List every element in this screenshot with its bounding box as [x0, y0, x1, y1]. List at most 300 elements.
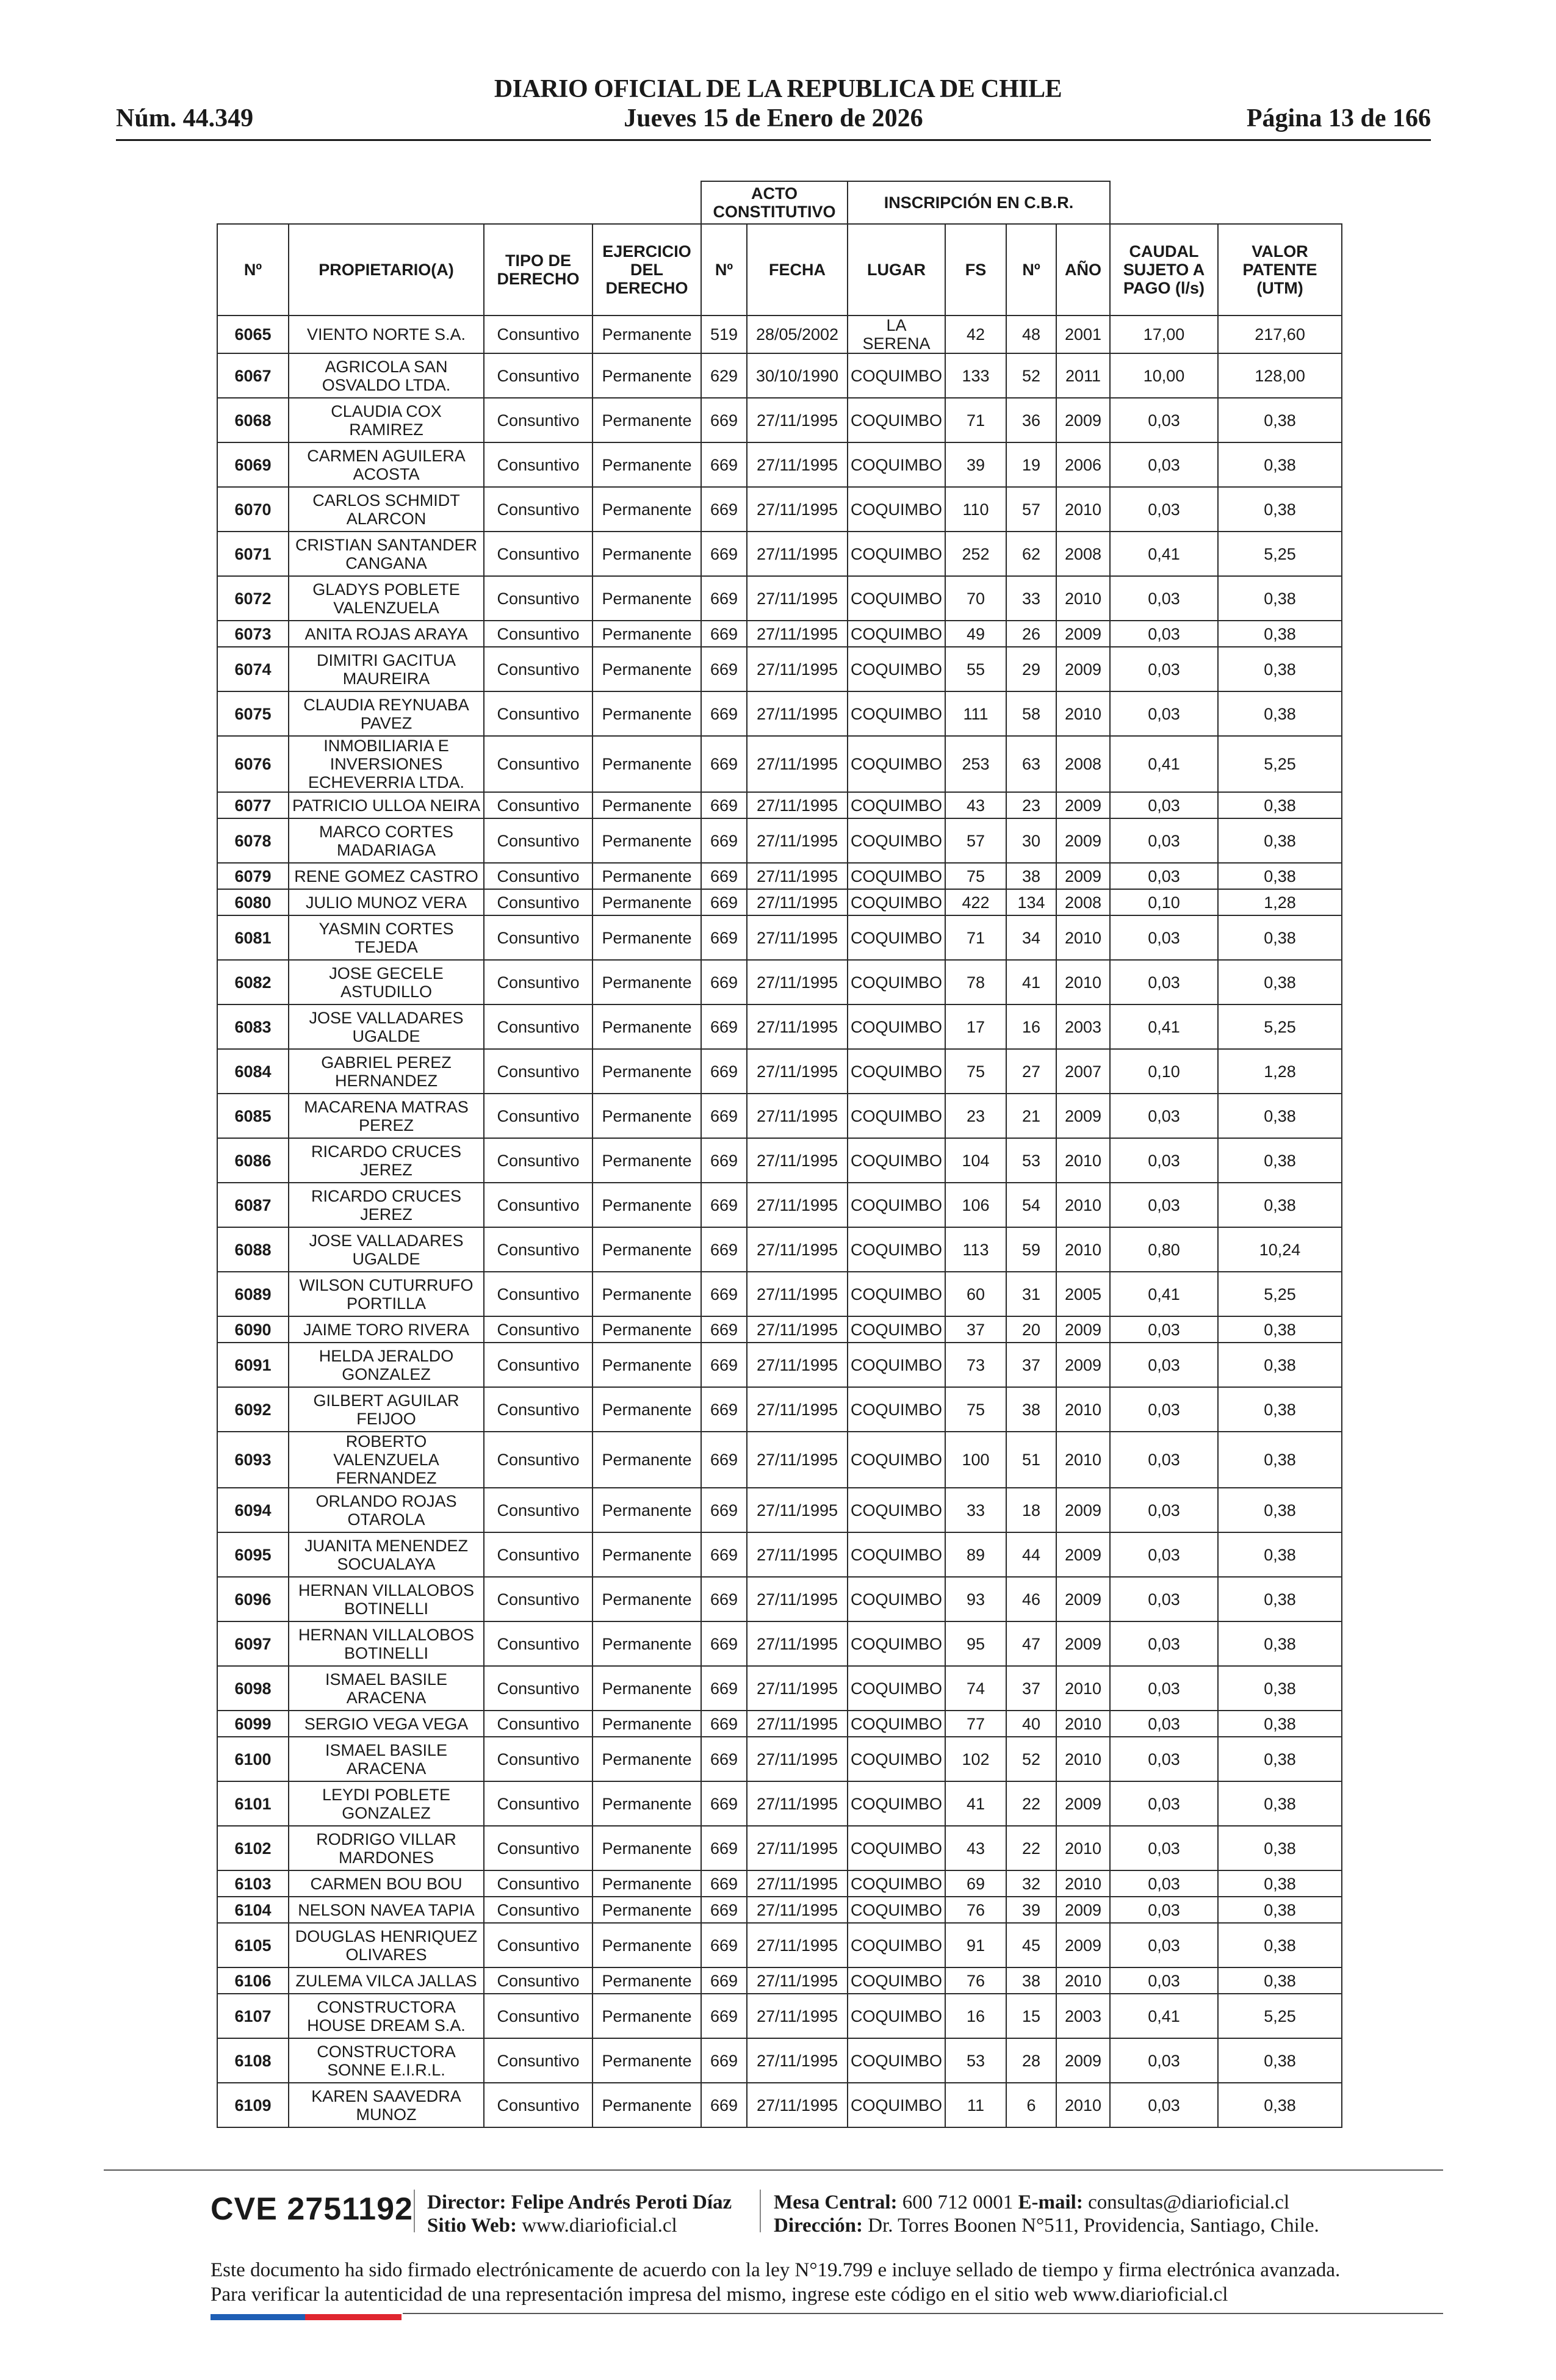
cell-ejercicio: Permanente — [593, 792, 701, 818]
cell-ejercicio: Permanente — [593, 1967, 701, 1994]
table-row — [217, 2083, 1342, 2127]
cell-no: 6086 — [217, 1138, 289, 1183]
cell-ejercicio: Permanente — [593, 1227, 701, 1272]
cell-lugar: COQUIMBO — [848, 915, 945, 960]
cell-owner: WILSON CUTURRUFO PORTILLA — [289, 1272, 484, 1316]
cell-no: 6087 — [217, 1183, 289, 1227]
cell-owner: RENE GOMEZ CASTRO — [289, 863, 484, 889]
cell-no: 6093 — [217, 1432, 289, 1488]
cell-no: 6090 — [217, 1316, 289, 1343]
cell-fecha: 27/11/1995 — [747, 1621, 848, 1666]
cell-tipo: Consuntivo — [484, 792, 593, 818]
cell-owner: ZULEMA VILCA JALLAS — [289, 1967, 484, 1994]
cell-no: 6088 — [217, 1227, 289, 1272]
cell-lugar: COQUIMBO — [848, 1826, 945, 1870]
cell-lugar: COQUIMBO — [848, 1387, 945, 1432]
cell-valor: 0,38 — [1218, 863, 1342, 889]
cell-lugar: COQUIMBO — [848, 1343, 945, 1387]
cell-owner: JOSE VALLADARES UGALDE — [289, 1004, 484, 1049]
cell-owner: CONSTRUCTORA SONNE E.I.R.L. — [289, 2038, 484, 2083]
cell-acto: 669 — [701, 1577, 747, 1621]
cell-acto: 669 — [701, 736, 747, 792]
cell-owner: RODRIGO VILLAR MARDONES — [289, 1826, 484, 1870]
cell-tipo: Consuntivo — [484, 889, 593, 915]
cell-lugar: COQUIMBO — [848, 1577, 945, 1621]
cell-fs: 43 — [945, 1826, 1006, 1870]
cell-owner: JOSE VALLADARES UGALDE — [289, 1227, 484, 1272]
cell-fs: 100 — [945, 1432, 1006, 1488]
cell-valor: 0,38 — [1218, 647, 1342, 691]
table-row — [217, 532, 1342, 576]
email-label: E-mail: — [1018, 2191, 1083, 2213]
cell-caudal: 0,03 — [1110, 1138, 1218, 1183]
cell-acto: 669 — [701, 2083, 747, 2127]
table-row — [217, 647, 1342, 691]
group-acto-constitutivo: ACTO CONSTITUTIVO — [701, 181, 848, 224]
cell-tipo: Consuntivo — [484, 1227, 593, 1272]
cell-acto: 669 — [701, 1227, 747, 1272]
cell-acto: 669 — [701, 442, 747, 487]
cell-lugar: COQUIMBO — [848, 1138, 945, 1183]
cell-caudal: 0,03 — [1110, 1094, 1218, 1138]
cell-fs: 102 — [945, 1737, 1006, 1781]
cell-ins: 19 — [1006, 442, 1056, 487]
cell-acto: 669 — [701, 1094, 747, 1138]
web-link[interactable]: www.diarioficial.cl — [522, 2215, 677, 2237]
cell-fs: 76 — [945, 1967, 1006, 1994]
cell-fs: 37 — [945, 1316, 1006, 1343]
header-column-row — [217, 224, 1342, 316]
cell-owner: CARMEN BOU BOU — [289, 1870, 484, 1897]
cell-caudal: 0,03 — [1110, 1316, 1218, 1343]
cell-caudal: 0,03 — [1110, 1923, 1218, 1967]
cell-valor: 0,38 — [1218, 1967, 1342, 1994]
cell-ejercicio: Permanente — [593, 1532, 701, 1577]
cell-ejercicio: Permanente — [593, 1923, 701, 1967]
cell-acto: 669 — [701, 1967, 747, 1994]
cell-valor: 0,38 — [1218, 398, 1342, 442]
cell-fs: 110 — [945, 487, 1006, 532]
cell-acto: 669 — [701, 398, 747, 442]
cell-ins: 16 — [1006, 1004, 1056, 1049]
cell-valor: 0,38 — [1218, 1711, 1342, 1737]
cell-owner: JULIO MUNOZ VERA — [289, 889, 484, 915]
cell-ins: 53 — [1006, 1138, 1056, 1183]
cell-anio: 2011 — [1056, 353, 1110, 398]
cell-anio: 2009 — [1056, 818, 1110, 863]
col-fecha: FECHA — [747, 224, 848, 316]
cell-ejercicio: Permanente — [593, 1577, 701, 1621]
cell-fs: 106 — [945, 1183, 1006, 1227]
cell-anio: 2008 — [1056, 532, 1110, 576]
cell-ejercicio: Permanente — [593, 1666, 701, 1711]
table-row — [217, 398, 1342, 442]
cell-lugar: COQUIMBO — [848, 1432, 945, 1488]
cell-lugar: COQUIMBO — [848, 863, 945, 889]
cell-fs: 57 — [945, 818, 1006, 863]
cell-anio: 2010 — [1056, 1183, 1110, 1227]
cell-no: 6078 — [217, 818, 289, 863]
cell-lugar: COQUIMBO — [848, 960, 945, 1004]
cell-anio: 2009 — [1056, 1343, 1110, 1387]
cell-tipo: Consuntivo — [484, 1532, 593, 1577]
cell-ins: 32 — [1006, 1870, 1056, 1897]
cell-caudal: 0,41 — [1110, 1994, 1218, 2038]
table-row — [217, 863, 1342, 889]
cell-fecha: 27/11/1995 — [747, 960, 848, 1004]
cell-no: 6106 — [217, 1967, 289, 1994]
cell-tipo: Consuntivo — [484, 1432, 593, 1488]
cell-fs: 42 — [945, 316, 1006, 353]
cell-acto: 669 — [701, 915, 747, 960]
cell-acto: 669 — [701, 532, 747, 576]
cell-tipo: Consuntivo — [484, 2038, 593, 2083]
cell-fs: 71 — [945, 915, 1006, 960]
cell-tipo: Consuntivo — [484, 442, 593, 487]
cell-anio: 2010 — [1056, 1711, 1110, 1737]
cell-fecha: 27/11/1995 — [747, 863, 848, 889]
cell-anio: 2010 — [1056, 1387, 1110, 1432]
cell-caudal: 0,03 — [1110, 915, 1218, 960]
cell-fecha: 27/11/1995 — [747, 1577, 848, 1621]
cell-ins: 23 — [1006, 792, 1056, 818]
table-row — [217, 818, 1342, 863]
cell-caudal: 0,03 — [1110, 442, 1218, 487]
cell-anio: 2010 — [1056, 1826, 1110, 1870]
cell-tipo: Consuntivo — [484, 1711, 593, 1737]
table-body — [217, 316, 1342, 2127]
cell-fs: 252 — [945, 532, 1006, 576]
cell-lugar: COQUIMBO — [848, 1870, 945, 1897]
cell-anio: 2009 — [1056, 1577, 1110, 1621]
cell-fs: 23 — [945, 1094, 1006, 1138]
cell-acto: 669 — [701, 1711, 747, 1737]
cell-acto: 669 — [701, 1870, 747, 1897]
cell-acto: 669 — [701, 792, 747, 818]
cell-owner: ANITA ROJAS ARAYA — [289, 621, 484, 647]
table-row — [217, 915, 1342, 960]
cell-ins: 36 — [1006, 398, 1056, 442]
cell-no: 6072 — [217, 576, 289, 621]
cell-no: 6071 — [217, 532, 289, 576]
cell-anio: 2009 — [1056, 398, 1110, 442]
cell-fs: 77 — [945, 1711, 1006, 1737]
cell-lugar: COQUIMBO — [848, 1532, 945, 1577]
cell-anio: 2010 — [1056, 691, 1110, 736]
cell-lugar: COQUIMBO — [848, 1049, 945, 1094]
cell-valor: 0,38 — [1218, 1532, 1342, 1577]
cell-ins: 48 — [1006, 316, 1056, 353]
cell-caudal: 0,41 — [1110, 532, 1218, 576]
cell-fs: 73 — [945, 1343, 1006, 1387]
cell-ejercicio: Permanente — [593, 915, 701, 960]
cell-fecha: 27/11/1995 — [747, 691, 848, 736]
cell-owner: CLAUDIA REYNUABA PAVEZ — [289, 691, 484, 736]
cell-caudal: 0,03 — [1110, 1532, 1218, 1577]
cell-acto: 669 — [701, 1621, 747, 1666]
cell-ins: 28 — [1006, 2038, 1056, 2083]
cell-ejercicio: Permanente — [593, 889, 701, 915]
cell-no: 6067 — [217, 353, 289, 398]
web-label: Sitio Web: — [427, 2215, 517, 2237]
cell-caudal: 0,03 — [1110, 1826, 1218, 1870]
cell-ins: 59 — [1006, 1227, 1056, 1272]
cell-tipo: Consuntivo — [484, 1621, 593, 1666]
cell-valor: 1,28 — [1218, 889, 1342, 915]
cell-anio: 2010 — [1056, 2083, 1110, 2127]
cell-tipo: Consuntivo — [484, 915, 593, 960]
cell-fecha: 27/11/1995 — [747, 792, 848, 818]
cell-ins: 27 — [1006, 1049, 1056, 1094]
col-anio: AÑO — [1056, 224, 1110, 316]
cell-ejercicio: Permanente — [593, 316, 701, 353]
cell-acto: 669 — [701, 1343, 747, 1387]
footer-director-block — [427, 2191, 732, 2237]
cell-valor: 0,38 — [1218, 1897, 1342, 1923]
cell-caudal: 0,03 — [1110, 576, 1218, 621]
cell-valor: 0,38 — [1218, 1621, 1342, 1666]
header-rule — [116, 139, 1431, 141]
cell-acto: 669 — [701, 691, 747, 736]
cell-ejercicio: Permanente — [593, 736, 701, 792]
table-row — [217, 1532, 1342, 1577]
cell-ejercicio: Permanente — [593, 1387, 701, 1432]
cell-owner: NELSON NAVEA TAPIA — [289, 1897, 484, 1923]
cell-no: 6084 — [217, 1049, 289, 1094]
cell-no: 6100 — [217, 1737, 289, 1781]
cell-acto: 669 — [701, 960, 747, 1004]
cell-tipo: Consuntivo — [484, 1923, 593, 1967]
table-row — [217, 1711, 1342, 1737]
cell-tipo: Consuntivo — [484, 736, 593, 792]
cell-owner: DOUGLAS HENRIQUEZ OLIVARES — [289, 1923, 484, 1967]
cell-ejercicio: Permanente — [593, 1781, 701, 1826]
cell-valor: 0,38 — [1218, 1666, 1342, 1711]
cell-ins: 57 — [1006, 487, 1056, 532]
cve-code: CVE 2751192 — [211, 2191, 413, 2227]
cell-ejercicio: Permanente — [593, 1737, 701, 1781]
table-row — [217, 1737, 1342, 1781]
cell-anio: 2010 — [1056, 487, 1110, 532]
cell-tipo: Consuntivo — [484, 647, 593, 691]
cell-owner: RICARDO CRUCES JEREZ — [289, 1183, 484, 1227]
cell-valor: 0,38 — [1218, 1488, 1342, 1532]
table-row — [217, 1870, 1342, 1897]
cell-tipo: Consuntivo — [484, 960, 593, 1004]
cell-owner: HERNAN VILLALOBOS BOTINELLI — [289, 1577, 484, 1621]
cell-no: 6069 — [217, 442, 289, 487]
cell-owner: ISMAEL BASILE ARACENA — [289, 1737, 484, 1781]
cell-ins: 41 — [1006, 960, 1056, 1004]
cell-anio: 2010 — [1056, 576, 1110, 621]
cell-valor: 5,25 — [1218, 532, 1342, 576]
cell-tipo: Consuntivo — [484, 1183, 593, 1227]
cell-tipo: Consuntivo — [484, 1488, 593, 1532]
cell-lugar: COQUIMBO — [848, 1666, 945, 1711]
cell-acto: 669 — [701, 1432, 747, 1488]
cell-anio: 2006 — [1056, 442, 1110, 487]
cell-tipo: Consuntivo — [484, 1049, 593, 1094]
cell-fs: 133 — [945, 353, 1006, 398]
cell-no: 6070 — [217, 487, 289, 532]
cell-caudal: 0,03 — [1110, 691, 1218, 736]
cell-fecha: 27/11/1995 — [747, 2083, 848, 2127]
water-rights-table — [217, 181, 1342, 2128]
issue-number: Núm. 44.349 — [116, 104, 254, 132]
page-number: Página 13 de 166 — [1246, 104, 1431, 132]
cell-fecha: 27/11/1995 — [747, 1666, 848, 1711]
cell-valor: 217,60 — [1218, 316, 1342, 353]
cell-ejercicio: Permanente — [593, 1049, 701, 1094]
table-row — [217, 1049, 1342, 1094]
cell-owner: INMOBILIARIA E INVERSIONES ECHEVERRIA LTDA. — [289, 736, 484, 792]
cell-caudal: 0,03 — [1110, 1897, 1218, 1923]
cell-caudal: 0,41 — [1110, 1004, 1218, 1049]
cell-valor: 0,38 — [1218, 1826, 1342, 1870]
cell-fs: 16 — [945, 1994, 1006, 2038]
cell-ejercicio: Permanente — [593, 576, 701, 621]
cell-ejercicio: Permanente — [593, 621, 701, 647]
cell-valor: 0,38 — [1218, 1183, 1342, 1227]
table-row — [217, 1387, 1342, 1432]
legal-notice: Este documento ha sido firmado electrónicamente de acuerdo con la ley N°19.799 e incluye sellado de tiempo y firma electrónica avanzada. Para verificar la autenticidad de una representación impresa del mismo, ingrese este código en el sitio web www.diarioficial.cl — [211, 2259, 1341, 2306]
cell-fs: 71 — [945, 398, 1006, 442]
cell-lugar: COQUIMBO — [848, 576, 945, 621]
cell-no: 6109 — [217, 2083, 289, 2127]
email-link[interactable]: consultas@diarioficial.cl — [1088, 2191, 1290, 2213]
table-row — [217, 1272, 1342, 1316]
cell-fecha: 27/11/1995 — [747, 1826, 848, 1870]
col-propietario: PROPIETARIO(A) — [289, 224, 484, 316]
cell-no: 6082 — [217, 960, 289, 1004]
cell-ejercicio: Permanente — [593, 863, 701, 889]
cell-caudal: 0,03 — [1110, 1711, 1218, 1737]
cell-acto: 669 — [701, 1826, 747, 1870]
cell-ins: 34 — [1006, 915, 1056, 960]
cell-owner: HERNAN VILLALOBOS BOTINELLI — [289, 1621, 484, 1666]
cell-no: 6097 — [217, 1621, 289, 1666]
cell-ins: 38 — [1006, 863, 1056, 889]
cell-fs: 49 — [945, 621, 1006, 647]
cell-lugar: COQUIMBO — [848, 792, 945, 818]
cell-acto: 669 — [701, 1316, 747, 1343]
table-row — [217, 1316, 1342, 1343]
table-row — [217, 1923, 1342, 1967]
cell-no: 6108 — [217, 2038, 289, 2083]
cell-tipo: Consuntivo — [484, 1577, 593, 1621]
cell-ins: 37 — [1006, 1666, 1056, 1711]
cell-fecha: 27/11/1995 — [747, 576, 848, 621]
cell-no: 6101 — [217, 1781, 289, 1826]
cell-valor: 128,00 — [1218, 353, 1342, 398]
cell-acto: 669 — [701, 1923, 747, 1967]
cell-caudal: 0,03 — [1110, 1387, 1218, 1432]
cell-ejercicio: Permanente — [593, 2083, 701, 2127]
cell-anio: 2001 — [1056, 316, 1110, 353]
cell-owner: CARMEN AGUILERA ACOSTA — [289, 442, 484, 487]
cell-acto: 669 — [701, 863, 747, 889]
table-row — [217, 1183, 1342, 1227]
cell-tipo: Consuntivo — [484, 691, 593, 736]
cell-fecha: 30/10/1990 — [747, 353, 848, 398]
cell-lugar: COQUIMBO — [848, 647, 945, 691]
cell-lugar: COQUIMBO — [848, 1488, 945, 1532]
cell-anio: 2010 — [1056, 1737, 1110, 1781]
cell-fs: 91 — [945, 1923, 1006, 1967]
cell-lugar: COQUIMBO — [848, 1737, 945, 1781]
cell-acto: 669 — [701, 1488, 747, 1532]
cell-anio: 2010 — [1056, 1432, 1110, 1488]
cell-acto: 669 — [701, 647, 747, 691]
table-row — [217, 576, 1342, 621]
cell-tipo: Consuntivo — [484, 1737, 593, 1781]
cell-ejercicio: Permanente — [593, 532, 701, 576]
cell-lugar: COQUIMBO — [848, 1781, 945, 1826]
cell-acto: 669 — [701, 1049, 747, 1094]
cell-ejercicio: Permanente — [593, 960, 701, 1004]
cell-ins: 6 — [1006, 2083, 1056, 2127]
cell-fecha: 27/11/1995 — [747, 1923, 848, 1967]
table-row — [217, 1666, 1342, 1711]
cell-anio: 2008 — [1056, 889, 1110, 915]
cell-no: 6096 — [217, 1577, 289, 1621]
cell-lugar: COQUIMBO — [848, 398, 945, 442]
cell-fecha: 27/11/1995 — [747, 736, 848, 792]
cell-caudal: 17,00 — [1110, 316, 1218, 353]
cell-ejercicio: Permanente — [593, 1004, 701, 1049]
address: Dr. Torres Boonen N°511, Providencia, Santiago, Chile. — [868, 2215, 1319, 2237]
col-caudal: CAUDAL SUJETO A PAGO (l/s) — [1110, 224, 1218, 316]
cell-caudal: 0,03 — [1110, 960, 1218, 1004]
cell-caudal: 0,03 — [1110, 1781, 1218, 1826]
cell-no: 6104 — [217, 1897, 289, 1923]
cell-no: 6074 — [217, 647, 289, 691]
cell-fs: 41 — [945, 1781, 1006, 1826]
cell-owner: MARCO CORTES MADARIAGA — [289, 818, 484, 863]
cell-caudal: 0,03 — [1110, 863, 1218, 889]
cell-anio: 2010 — [1056, 960, 1110, 1004]
cell-ejercicio: Permanente — [593, 1343, 701, 1387]
cell-tipo: Consuntivo — [484, 1094, 593, 1138]
cell-no: 6083 — [217, 1004, 289, 1049]
cell-ins: 39 — [1006, 1897, 1056, 1923]
cell-fs: 113 — [945, 1227, 1006, 1272]
cell-anio: 2010 — [1056, 1870, 1110, 1897]
cell-valor: 0,38 — [1218, 1737, 1342, 1781]
cell-no: 6065 — [217, 316, 289, 353]
cell-fs: 104 — [945, 1138, 1006, 1183]
cell-valor: 0,38 — [1218, 487, 1342, 532]
cell-valor: 0,38 — [1218, 818, 1342, 863]
cell-valor: 0,38 — [1218, 1781, 1342, 1826]
cell-fecha: 27/11/1995 — [747, 1870, 848, 1897]
cell-ins: 26 — [1006, 621, 1056, 647]
newspaper-title: DIARIO OFICIAL DE LA REPUBLICA DE CHILE — [494, 75, 1062, 103]
cell-lugar: COQUIMBO — [848, 621, 945, 647]
cell-lugar: COQUIMBO — [848, 1094, 945, 1138]
cell-valor: 5,25 — [1218, 1004, 1342, 1049]
flag-red-stripe — [305, 2314, 402, 2320]
cell-no: 6099 — [217, 1711, 289, 1737]
cell-anio: 2009 — [1056, 1488, 1110, 1532]
cell-fecha: 27/11/1995 — [747, 1994, 848, 2038]
cell-tipo: Consuntivo — [484, 1387, 593, 1432]
cell-ins: 38 — [1006, 1967, 1056, 1994]
cell-tipo: Consuntivo — [484, 487, 593, 532]
cell-valor: 0,38 — [1218, 1138, 1342, 1183]
cell-ins: 52 — [1006, 1737, 1056, 1781]
cell-lugar: COQUIMBO — [848, 1994, 945, 2038]
